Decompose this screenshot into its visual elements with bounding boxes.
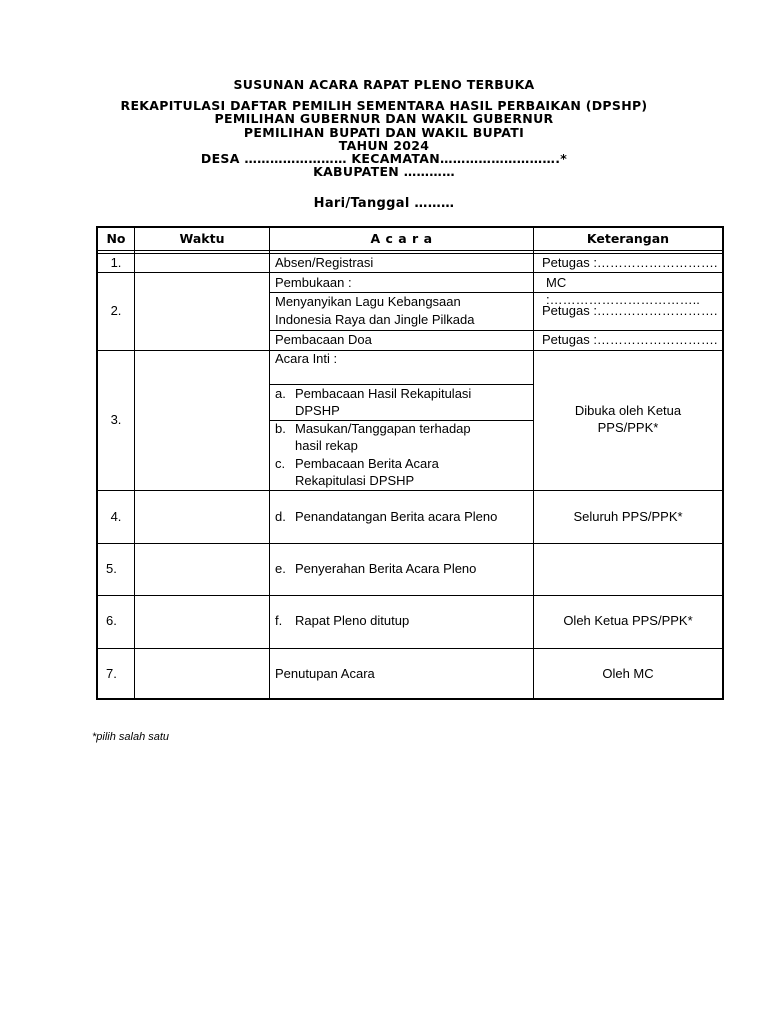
acara-text: Pembukaan : [275, 275, 352, 290]
header-keterangan: Keterangan [586, 231, 670, 246]
subtitle-line: KABUPATEN ………… [313, 164, 455, 180]
row-number: 7. [106, 666, 117, 681]
title-text: SUSUNAN ACARA RAPAT PLENO TERBUKA [233, 77, 535, 92]
item-letter: c. [275, 456, 286, 471]
header-no: No [106, 231, 126, 246]
item-line: Masukan/Tanggapan terhadap [295, 421, 471, 436]
row-divider [98, 253, 722, 254]
row-number: 1. [110, 255, 122, 270]
item-letter: f. [275, 613, 283, 628]
item-line: Rekapitulasi DPSHP [295, 472, 415, 488]
row-divider [98, 250, 722, 251]
item-line: Pembacaan Hasil Rekapitulasi [295, 386, 472, 401]
acara-text: Menyanyikan Lagu Kebangsaan [275, 294, 461, 309]
keterangan-text: Seluruh PPS/PPK* [573, 509, 683, 524]
column-divider [269, 228, 270, 698]
keterangan-text: MC :…………………………….. [546, 275, 700, 307]
list-item [275, 456, 520, 489]
list-item [275, 613, 520, 630]
row-divider [269, 330, 722, 331]
item-text [295, 456, 520, 489]
row-divider [98, 490, 722, 491]
header-waktu: Waktu [179, 231, 225, 246]
item-letter: e. [275, 561, 286, 576]
row-number: 3. [110, 412, 122, 427]
subtitle-line: DESA …………………… KECAMATAN……………………….* [200, 151, 568, 167]
item-line: hasil rekap [295, 437, 358, 453]
item-text: Penandatangan Berita acara Pleno [295, 509, 498, 524]
subtitle-line: REKAPITULASI DAFTAR PEMILIH SEMENTARA HASIL PERBAIKAN (DPSHP) [120, 98, 648, 113]
list-item [275, 561, 520, 578]
header-acara: A c a r a [370, 231, 433, 246]
row-divider [98, 648, 722, 649]
row-divider [269, 384, 533, 385]
item-letter: a. [275, 386, 286, 401]
keterangan-line: Dibuka oleh Ketua [574, 403, 682, 418]
row-number: 4. [110, 509, 122, 524]
keterangan-text: Petugas :………………………. [542, 255, 718, 270]
document-subtitle [0, 99, 768, 179]
item-text [295, 386, 520, 419]
row-divider [98, 595, 722, 596]
subtitle-line: TAHUN 2024 [338, 137, 430, 153]
subtitle-line: PEMILIHAN GUBERNUR DAN WAKIL GUBERNUR [214, 111, 554, 127]
row-divider [98, 272, 722, 273]
keterangan-line: PPS/PPK* [597, 419, 659, 435]
row-number: 2. [110, 303, 122, 318]
list-item [275, 509, 520, 526]
acara-text: Pembacaan Doa [275, 332, 372, 347]
item-text [295, 421, 520, 454]
subtitle-line: PEMILIHAN BUPATI DAN WAKIL BUPATI [243, 124, 525, 140]
acara-text: Indonesia Raya dan Jingle Pilkada [275, 312, 475, 327]
item-letter: b. [275, 421, 286, 436]
row-number: 5. [106, 561, 117, 576]
keterangan-text [534, 403, 722, 436]
agenda-table [96, 226, 724, 700]
keterangan-text: Oleh MC [602, 666, 654, 681]
date-line-text: Hari/Tanggal ……… [313, 196, 455, 211]
document-title [0, 78, 768, 91]
row-number: 6. [106, 613, 117, 628]
column-divider [134, 228, 135, 698]
list-item [275, 421, 520, 454]
item-text: Penyerahan Berita Acara Pleno [295, 561, 477, 576]
acara-text: Penutupan Acara [275, 666, 375, 681]
keterangan-text: Petugas :………………………. [542, 303, 718, 318]
keterangan-text: Oleh Ketua PPS/PPK* [563, 613, 693, 628]
item-text: Rapat Pleno ditutup [295, 613, 410, 628]
item-line: DPSHP [295, 402, 340, 418]
footnote: *pilih salah satu [92, 731, 170, 743]
keterangan-text: Petugas :………………………. [542, 332, 718, 347]
row-divider [98, 350, 722, 351]
acara-text: Absen/Registrasi [275, 255, 374, 270]
list-item [275, 386, 520, 419]
date-line [0, 197, 768, 210]
item-line: Pembacaan Berita Acara [295, 456, 439, 471]
item-letter: d. [275, 509, 286, 524]
row-divider [98, 543, 722, 544]
acara-text: Acara Inti : [275, 351, 338, 366]
